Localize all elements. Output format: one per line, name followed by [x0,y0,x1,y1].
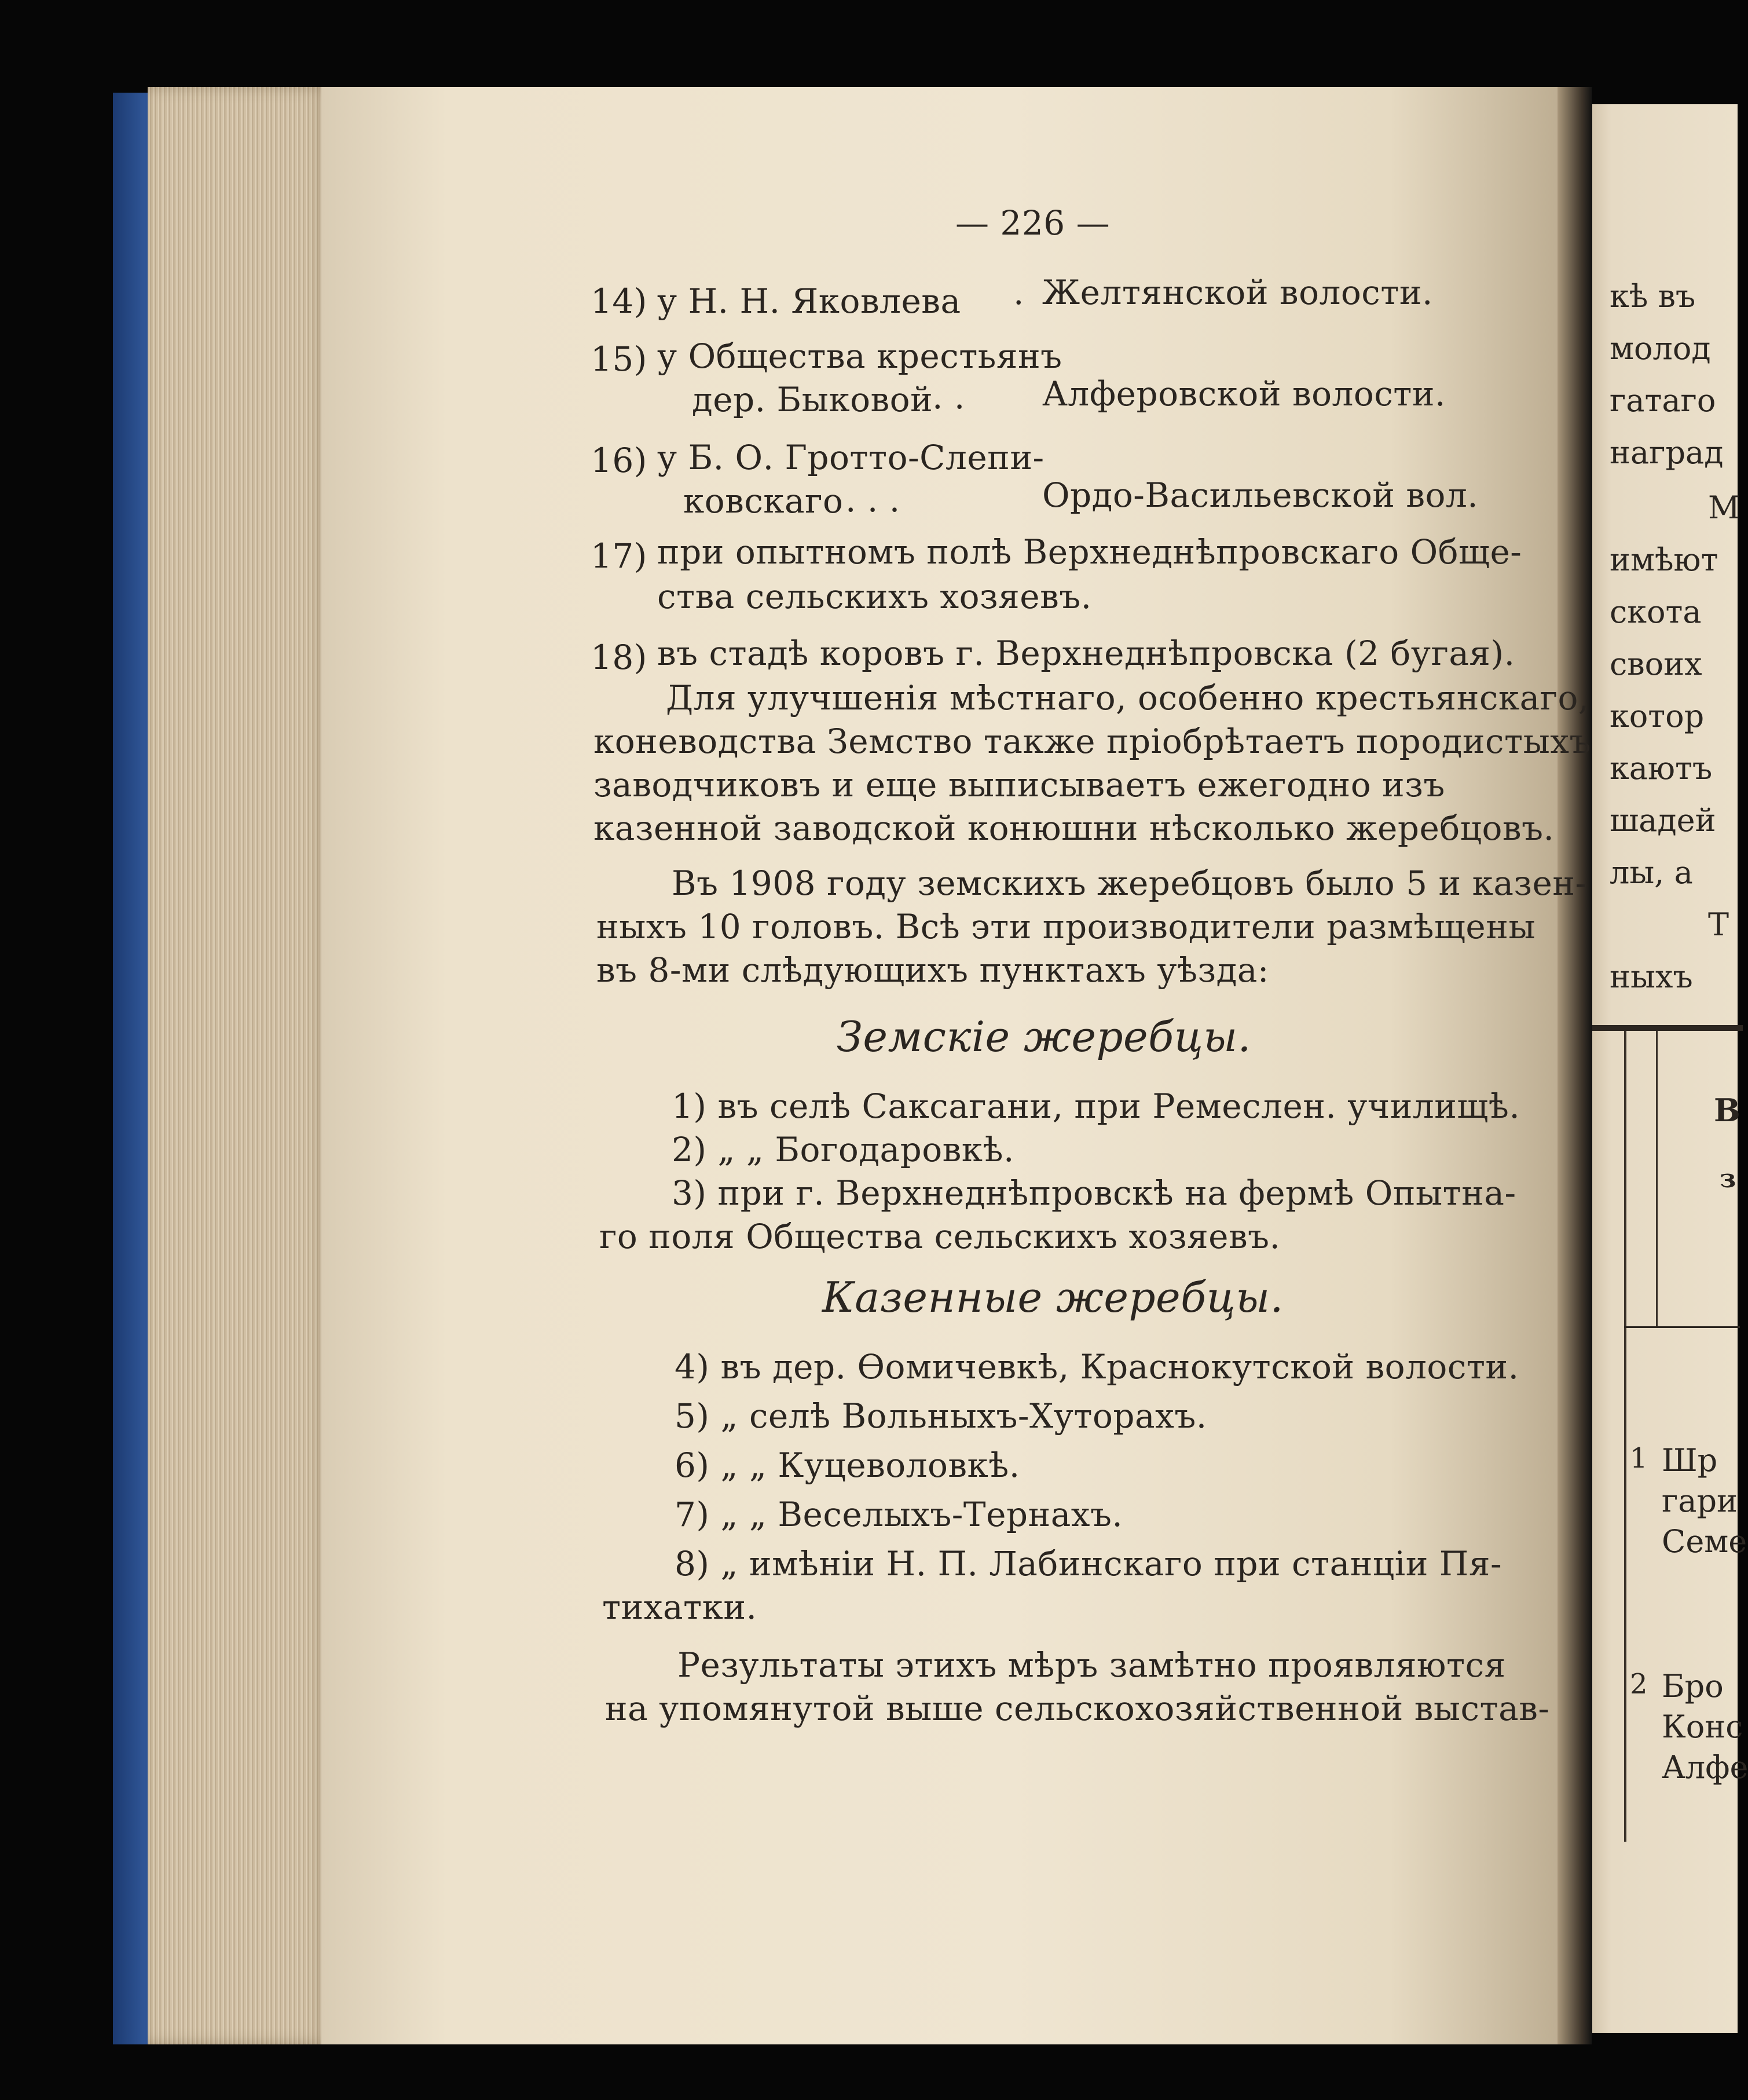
table-column-rule [1656,1031,1658,1326]
list-item: 6) „ „ Куцеволовкѣ. [675,1446,1020,1485]
entry-number: 15) [591,339,647,379]
paragraph-line: казенной заводской конюшни нѣсколько жеребцовъ. [593,808,1555,848]
right-line: скота [1610,594,1702,630]
entry-place: Желтянской волости. [1042,273,1433,312]
row-number: 2 [1630,1668,1648,1700]
list-item: 5) „ селѣ Вольныхъ-Хуторахъ. [675,1396,1207,1436]
right-line: шадей [1610,802,1716,839]
right-line: своих [1610,646,1702,682]
entry-place: Алферовской волости. [1042,374,1446,414]
paragraph-line: заводчиковъ и еще выписываетъ ежегодно изъ [593,765,1445,804]
right-line: каютъ [1610,750,1713,786]
row-line: Семе [1662,1523,1747,1560]
entry-number: 18) [591,638,647,677]
section-heading: Казенные жеребцы. [822,1273,1284,1322]
right-line: молод [1610,330,1711,367]
row-line: Алфе [1662,1749,1748,1786]
list-item: 2) „ „ Богодаровкѣ. [672,1130,1014,1169]
entry-text: въ стадѣ коровъ г. Верхнеднѣпровска (2 бугая). [657,634,1515,673]
entry-text-cont: дер. Быковой [692,380,933,419]
row-line: гари [1662,1483,1738,1519]
entry-dots: . . . [845,480,900,519]
entry-text-cont: ковскаго [683,481,844,521]
list-item: го поля Общества сельскихъ хозяевъ. [599,1217,1281,1256]
right-line: М [1708,489,1740,526]
paragraph-line: Результаты этихъ мѣръ замѣтно проявляются [677,1645,1506,1685]
right-page [1569,104,1748,2033]
row-line: Шр [1662,1442,1718,1479]
entry-text: у Общества крестьянъ [657,336,1062,376]
entry-text: при опытномъ полѣ Верхнеднѣпровскаго Обще- [657,532,1522,572]
right-line: имѣют [1610,542,1718,578]
table-top-rule [1592,1025,1743,1031]
paragraph-line: Для улучшенія мѣстнаго, особенно крестьянскаго, [666,678,1589,718]
right-line: ныхъ [1610,958,1693,995]
paragraph-line: на упомянутой выше сельскохозяйственной выстав- [605,1689,1550,1728]
section-heading: Земскіе жеребцы. [837,1012,1251,1061]
paragraph-line: Въ 1908 году земскихъ жеребцовъ было 5 и казен- [672,864,1587,903]
list-item: 8) „ имѣніи Н. П. Лабинскаго при станціи Пя- [675,1544,1503,1583]
right-line: Т [1708,906,1729,943]
paragraph-line: коневодства Земство также пріобрѣтаетъ породистыхъ [593,722,1591,761]
entry-number: 16) [591,441,647,480]
right-line: котор [1610,698,1705,734]
right-line: наград [1610,434,1724,471]
list-item: 3) при г. Верхнеднѣпровскѣ на фермѣ Опытна- [672,1173,1516,1213]
right-line: лы, а [1610,854,1693,891]
right-line: гатаго [1610,382,1716,419]
list-item: 4) въ дер. Ѳомичевкѣ, Краснокутской волости. [675,1347,1519,1386]
row-line: Бро [1662,1668,1724,1704]
right-line: кѣ въ [1610,278,1696,314]
page-number: — 226 — [955,203,1111,243]
table-column-rule [1624,1031,1626,1842]
entry-text-cont: ства сельскихъ хозяевъ. [657,577,1092,616]
paragraph-line: ныхъ 10 головъ. Всѣ эти производители размѣщены [596,907,1536,946]
entry-dots: . [1013,273,1024,312]
entry-text: у Б. О. Гротто-Слепи- [657,438,1045,477]
list-item: 7) „ „ Веселыхъ-Тернахъ. [675,1495,1123,1534]
entry-text: у Н. Н. Яковлева [657,281,961,321]
row-line: Конс [1662,1708,1743,1745]
table-header: В [1714,1092,1740,1129]
list-item: 1) въ селѣ Саксагани, при Ремеслен. училищѣ. [672,1086,1520,1126]
entry-dots: . . [932,377,965,416]
entry-number: 17) [591,536,647,576]
book-gutter [1558,87,1592,2044]
paragraph-line: въ 8-ми слѣдующихъ пунктахъ уѣзда: [596,950,1269,990]
table-header: з [1720,1164,1736,1194]
list-item: тихатки. [602,1587,757,1627]
page-edges [148,87,327,2044]
entry-place: Ордо-Васильевской вол. [1042,475,1479,515]
entry-number: 14) [591,281,647,321]
row-number: 1 [1630,1442,1648,1475]
table-header-rule [1624,1326,1740,1328]
